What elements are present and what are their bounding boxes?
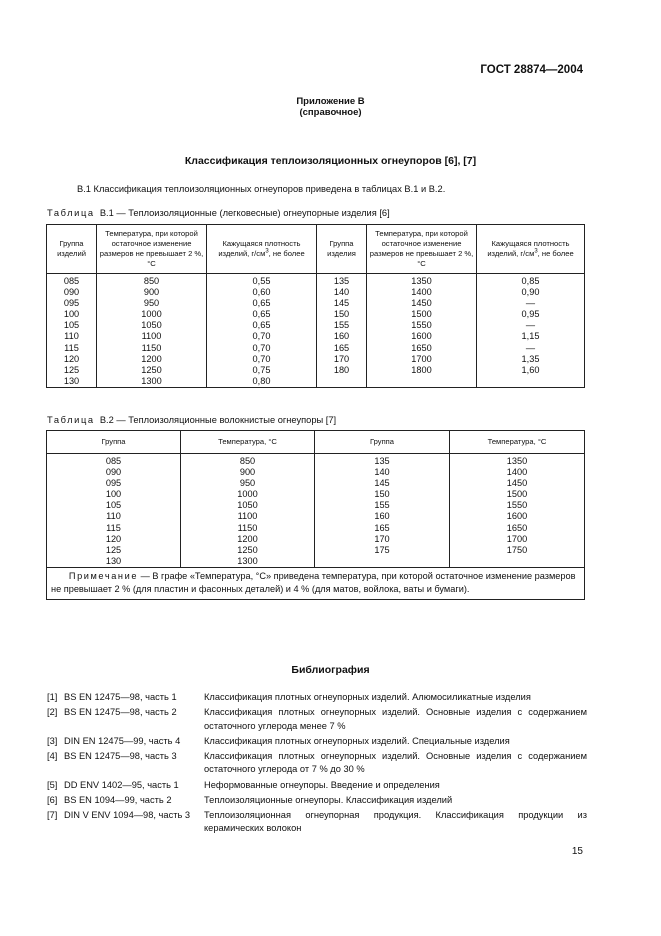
table-cell: 1500 — [506, 489, 528, 500]
table-cell: 150 — [333, 309, 350, 320]
table-cell: 1650 — [506, 522, 528, 533]
table-cell: 1450 — [506, 478, 528, 489]
table-cell: 1050 — [237, 500, 258, 511]
table-cell: 100 — [63, 309, 80, 320]
table2-caption — [47, 415, 336, 425]
bib-ref-number: [6] — [47, 794, 58, 805]
table-cell: 0,90 — [521, 287, 540, 298]
bib-description: Теплоизоляционные огнеупоры. Классификация изделий — [204, 794, 453, 805]
table-cell: 1500 — [411, 309, 432, 320]
table2-caption-label: Таблица — [47, 415, 95, 425]
table-cell: 1400 — [411, 287, 432, 298]
appendix-subtitle: (справочное) — [299, 107, 362, 118]
table-cell: 1300 — [141, 375, 162, 386]
table-cell: 0,70 — [252, 331, 271, 342]
bib-ref-number: [2] — [47, 707, 58, 718]
table-cell: 1650 — [411, 342, 432, 353]
table-cell: 110 — [106, 511, 121, 522]
table2-header-group: Группа — [47, 431, 181, 454]
table-cell: — — [525, 320, 536, 331]
table-cell: 0,75 — [252, 364, 271, 375]
table1-col-group-2 — [317, 274, 367, 388]
table-cell: 095 — [63, 298, 80, 309]
bibliography-item — [47, 706, 587, 733]
bib-description: Неформованные огнеупоры. Введение и определения — [204, 779, 440, 790]
table-cell: 1300 — [237, 555, 258, 566]
table-cell: 135 — [333, 276, 350, 286]
note-label: Примечание — [68, 570, 139, 581]
bib-description: Классификация плотных огнеупорных изделий. Алюмосиликатные изделия — [204, 692, 531, 702]
table-cell: 1350 — [506, 456, 528, 466]
table1-header-density: Кажущаяся плотность изделий, $г/см^3$, не более — [207, 225, 317, 274]
table2-header-group-2: Группа — [315, 431, 450, 454]
table-cell: 1,35 — [521, 353, 540, 364]
table1-header-row — [47, 225, 585, 274]
table-cell: 1750 — [506, 544, 528, 555]
table2-header-temp: Температура, °С — [181, 431, 315, 454]
table-cell: 160 — [374, 511, 390, 522]
table-cell: 1200 — [237, 533, 258, 544]
table-cell: 1350 — [411, 276, 432, 286]
bibliography-title: Библиография — [291, 664, 370, 676]
appendix-title: Приложение В — [296, 96, 365, 107]
table-cell: 165 — [333, 342, 350, 353]
table1-header-temp: Температура, при которой остаточное изменение размеров не превышает 2 %, °С — [97, 225, 207, 274]
table-cell: 160 — [333, 331, 350, 342]
table-cell: 950 — [239, 478, 256, 489]
table-cell: 165 — [374, 522, 390, 533]
table-cell: 0,85 — [521, 276, 540, 286]
table-cell: 100 — [105, 489, 122, 500]
table-cell: 155 — [333, 320, 350, 331]
table1-caption-text: В.1 — Теплоизоляционные (легковесные) огнеупорные изделия [6] — [99, 208, 390, 218]
bib-standard: BS EN 12475—98, часть 2 — [64, 707, 177, 718]
table-cell: 140 — [374, 467, 390, 478]
table1-header-group-2: Группа изделия — [317, 225, 367, 274]
table-cell: 850 — [143, 276, 160, 286]
table1-header-temp-2: Температура, при которой остаточное изменение размеров не превышает 2 %, °С — [367, 225, 477, 274]
table1 — [46, 224, 585, 388]
table-cell: 105 — [63, 320, 80, 331]
table2-header-row — [47, 431, 585, 454]
table-cell: 1100 — [237, 511, 258, 522]
table-cell: 0,60 — [252, 287, 271, 298]
table-cell: 0,65 — [252, 320, 271, 331]
table2-col-temp-2 — [450, 454, 585, 568]
table-cell: 900 — [239, 467, 256, 478]
table-cell: 150 — [374, 489, 390, 500]
bibliography-item — [47, 750, 587, 777]
table-cell: 1100 — [141, 331, 162, 342]
table-cell: 1400 — [506, 467, 528, 478]
table-cell: 090 — [63, 287, 80, 298]
bib-description: Классификация плотных огнеупорных изделий. Основные изделия с содержанием остаточного углерода менее 7 % — [204, 707, 587, 731]
bib-standard: BS EN 1094—99, часть 2 — [64, 794, 172, 805]
table-cell: — — [525, 342, 536, 353]
bib-description: Теплоизоляционная огнеупорная продукция. Классификация продукции из керамических волокон — [204, 809, 587, 834]
bib-ref-number: [1] — [47, 692, 58, 702]
table-cell: 0,65 — [252, 309, 271, 320]
bib-ref-number: [5] — [47, 779, 58, 790]
table-cell: 0,95 — [521, 309, 540, 320]
table-cell: 1,60 — [521, 364, 540, 375]
table1-col-density-2 — [477, 274, 585, 388]
bibliography-list — [47, 691, 587, 837]
bibliography-item — [47, 735, 587, 749]
table-cell: 085 — [63, 276, 80, 286]
table-cell: 0,70 — [252, 353, 271, 364]
bib-standard: BS EN 12475—98, часть 1 — [64, 692, 177, 702]
table-cell: 155 — [374, 500, 390, 511]
table1-col-group — [47, 274, 97, 388]
intro-paragraph: В.1 Классификация теплоизоляционных огнеупоров приведена в таблицах В.1 и В.2. — [77, 184, 446, 194]
table-cell: 0,80 — [252, 375, 271, 386]
table2-caption-text: В.2 — Теплоизоляционные волокнистые огнеупоры [7] — [99, 415, 337, 425]
table-cell: 1550 — [506, 500, 528, 511]
table-cell: 115 — [64, 342, 79, 353]
table2-note — [47, 567, 585, 599]
table1-header-density-2: Кажущаяся плотность изделий, $г/см^3$, не более — [477, 225, 585, 274]
table-cell: 175 — [374, 544, 390, 555]
bibliography-item — [47, 779, 587, 793]
table-cell: 950 — [143, 298, 160, 309]
table-cell: 1000 — [141, 309, 162, 320]
table-cell: 1800 — [411, 364, 432, 375]
bib-standard: BS EN 12475—98, часть 3 — [64, 750, 177, 761]
page-number: 15 — [571, 846, 583, 857]
table-cell: 0,70 — [252, 342, 271, 353]
table-cell: 1150 — [237, 522, 258, 533]
table-cell: 1000 — [237, 489, 258, 500]
table-cell: 085 — [105, 456, 122, 466]
table-cell: 1700 — [411, 353, 432, 364]
table-cell: 125 — [63, 364, 80, 375]
table-cell: 120 — [63, 353, 80, 364]
table-cell: 125 — [105, 544, 122, 555]
table-cell: 135 — [374, 456, 390, 466]
standard-code: ГОСТ 28874—2004 — [480, 64, 583, 76]
table2-col-group — [47, 454, 181, 568]
table1-caption-label: Таблица — [47, 208, 95, 218]
table-cell: 170 — [333, 353, 350, 364]
table-cell: 1250 — [237, 544, 258, 555]
bib-standard: DD ENV 1402—95, часть 1 — [64, 779, 179, 790]
table2-body-row — [47, 454, 585, 568]
table-cell: 1600 — [506, 511, 528, 522]
table-cell: 105 — [105, 500, 122, 511]
bib-ref-number: [4] — [47, 750, 58, 761]
table-cell: 1,15 — [521, 331, 540, 342]
bib-ref-number: [3] — [47, 735, 58, 746]
table2-note-row — [47, 567, 585, 599]
table1-body-row — [47, 274, 585, 388]
table2-col-group-2 — [315, 454, 450, 568]
table1-col-temp-2 — [367, 274, 477, 388]
table-cell: 1200 — [141, 353, 162, 364]
table1-header-group: Группа изделий — [47, 225, 97, 274]
table-cell: 170 — [374, 533, 390, 544]
table-cell: 090 — [105, 467, 122, 478]
table-cell: 1600 — [411, 331, 432, 342]
note-text: — В графе «Температура, °С» приведена температура, при которой остаточное изменение размеров не превышает 2 % (для пластин и фасонных деталей) и 4 % (для матов, войлока, ваты и бумаги). — [51, 570, 576, 594]
bibliography-item — [47, 809, 587, 836]
table-cell: — — [525, 298, 536, 309]
table-cell: 145 — [333, 298, 350, 309]
table-cell: 180 — [333, 364, 350, 375]
bib-description: Классификация плотных огнеупорных изделий. Специальные изделия — [204, 735, 510, 746]
table-cell: 130 — [63, 375, 80, 386]
table-cell: 140 — [333, 287, 350, 298]
bibliography-item — [47, 794, 587, 808]
bib-ref-number: [7] — [47, 809, 58, 820]
table-cell: 110 — [64, 331, 79, 342]
table-cell: 1450 — [411, 298, 432, 309]
table-cell: 1550 — [411, 320, 432, 331]
table-cell: 1050 — [141, 320, 162, 331]
table1-caption — [47, 208, 390, 218]
section-title: Классификация теплоизоляционных огнеупоров [6], [7] — [184, 155, 477, 167]
table-cell: 0,65 — [252, 298, 271, 309]
table1-col-temp — [97, 274, 207, 388]
appendix-heading — [0, 96, 661, 118]
table-cell: 850 — [239, 456, 256, 466]
table-cell: 145 — [374, 478, 390, 489]
table-cell: 0,55 — [252, 276, 271, 286]
bib-standard: DIN V ENV 1094—98, часть 3 — [64, 809, 191, 820]
table2-col-temp — [181, 454, 315, 568]
table-cell: 095 — [105, 478, 122, 489]
bibliography-item — [47, 691, 587, 705]
table-cell: 130 — [105, 555, 122, 566]
table1-col-density — [207, 274, 317, 388]
bib-standard: DIN EN 12475—99, часть 4 — [64, 735, 181, 746]
table-cell: 1700 — [506, 533, 528, 544]
table-cell: 1150 — [141, 342, 162, 353]
table2 — [46, 430, 585, 600]
table-cell: 115 — [106, 522, 121, 533]
table-cell: 120 — [105, 533, 122, 544]
table-cell: 900 — [143, 287, 160, 298]
table2-header-temp-2: Температура, °С — [450, 431, 585, 454]
bib-description: Классификация плотных огнеупорных изделий. Основные изделия с содержанием остаточного углерода от 7 % до 30 % — [204, 750, 587, 775]
table-cell: 1250 — [141, 364, 162, 375]
